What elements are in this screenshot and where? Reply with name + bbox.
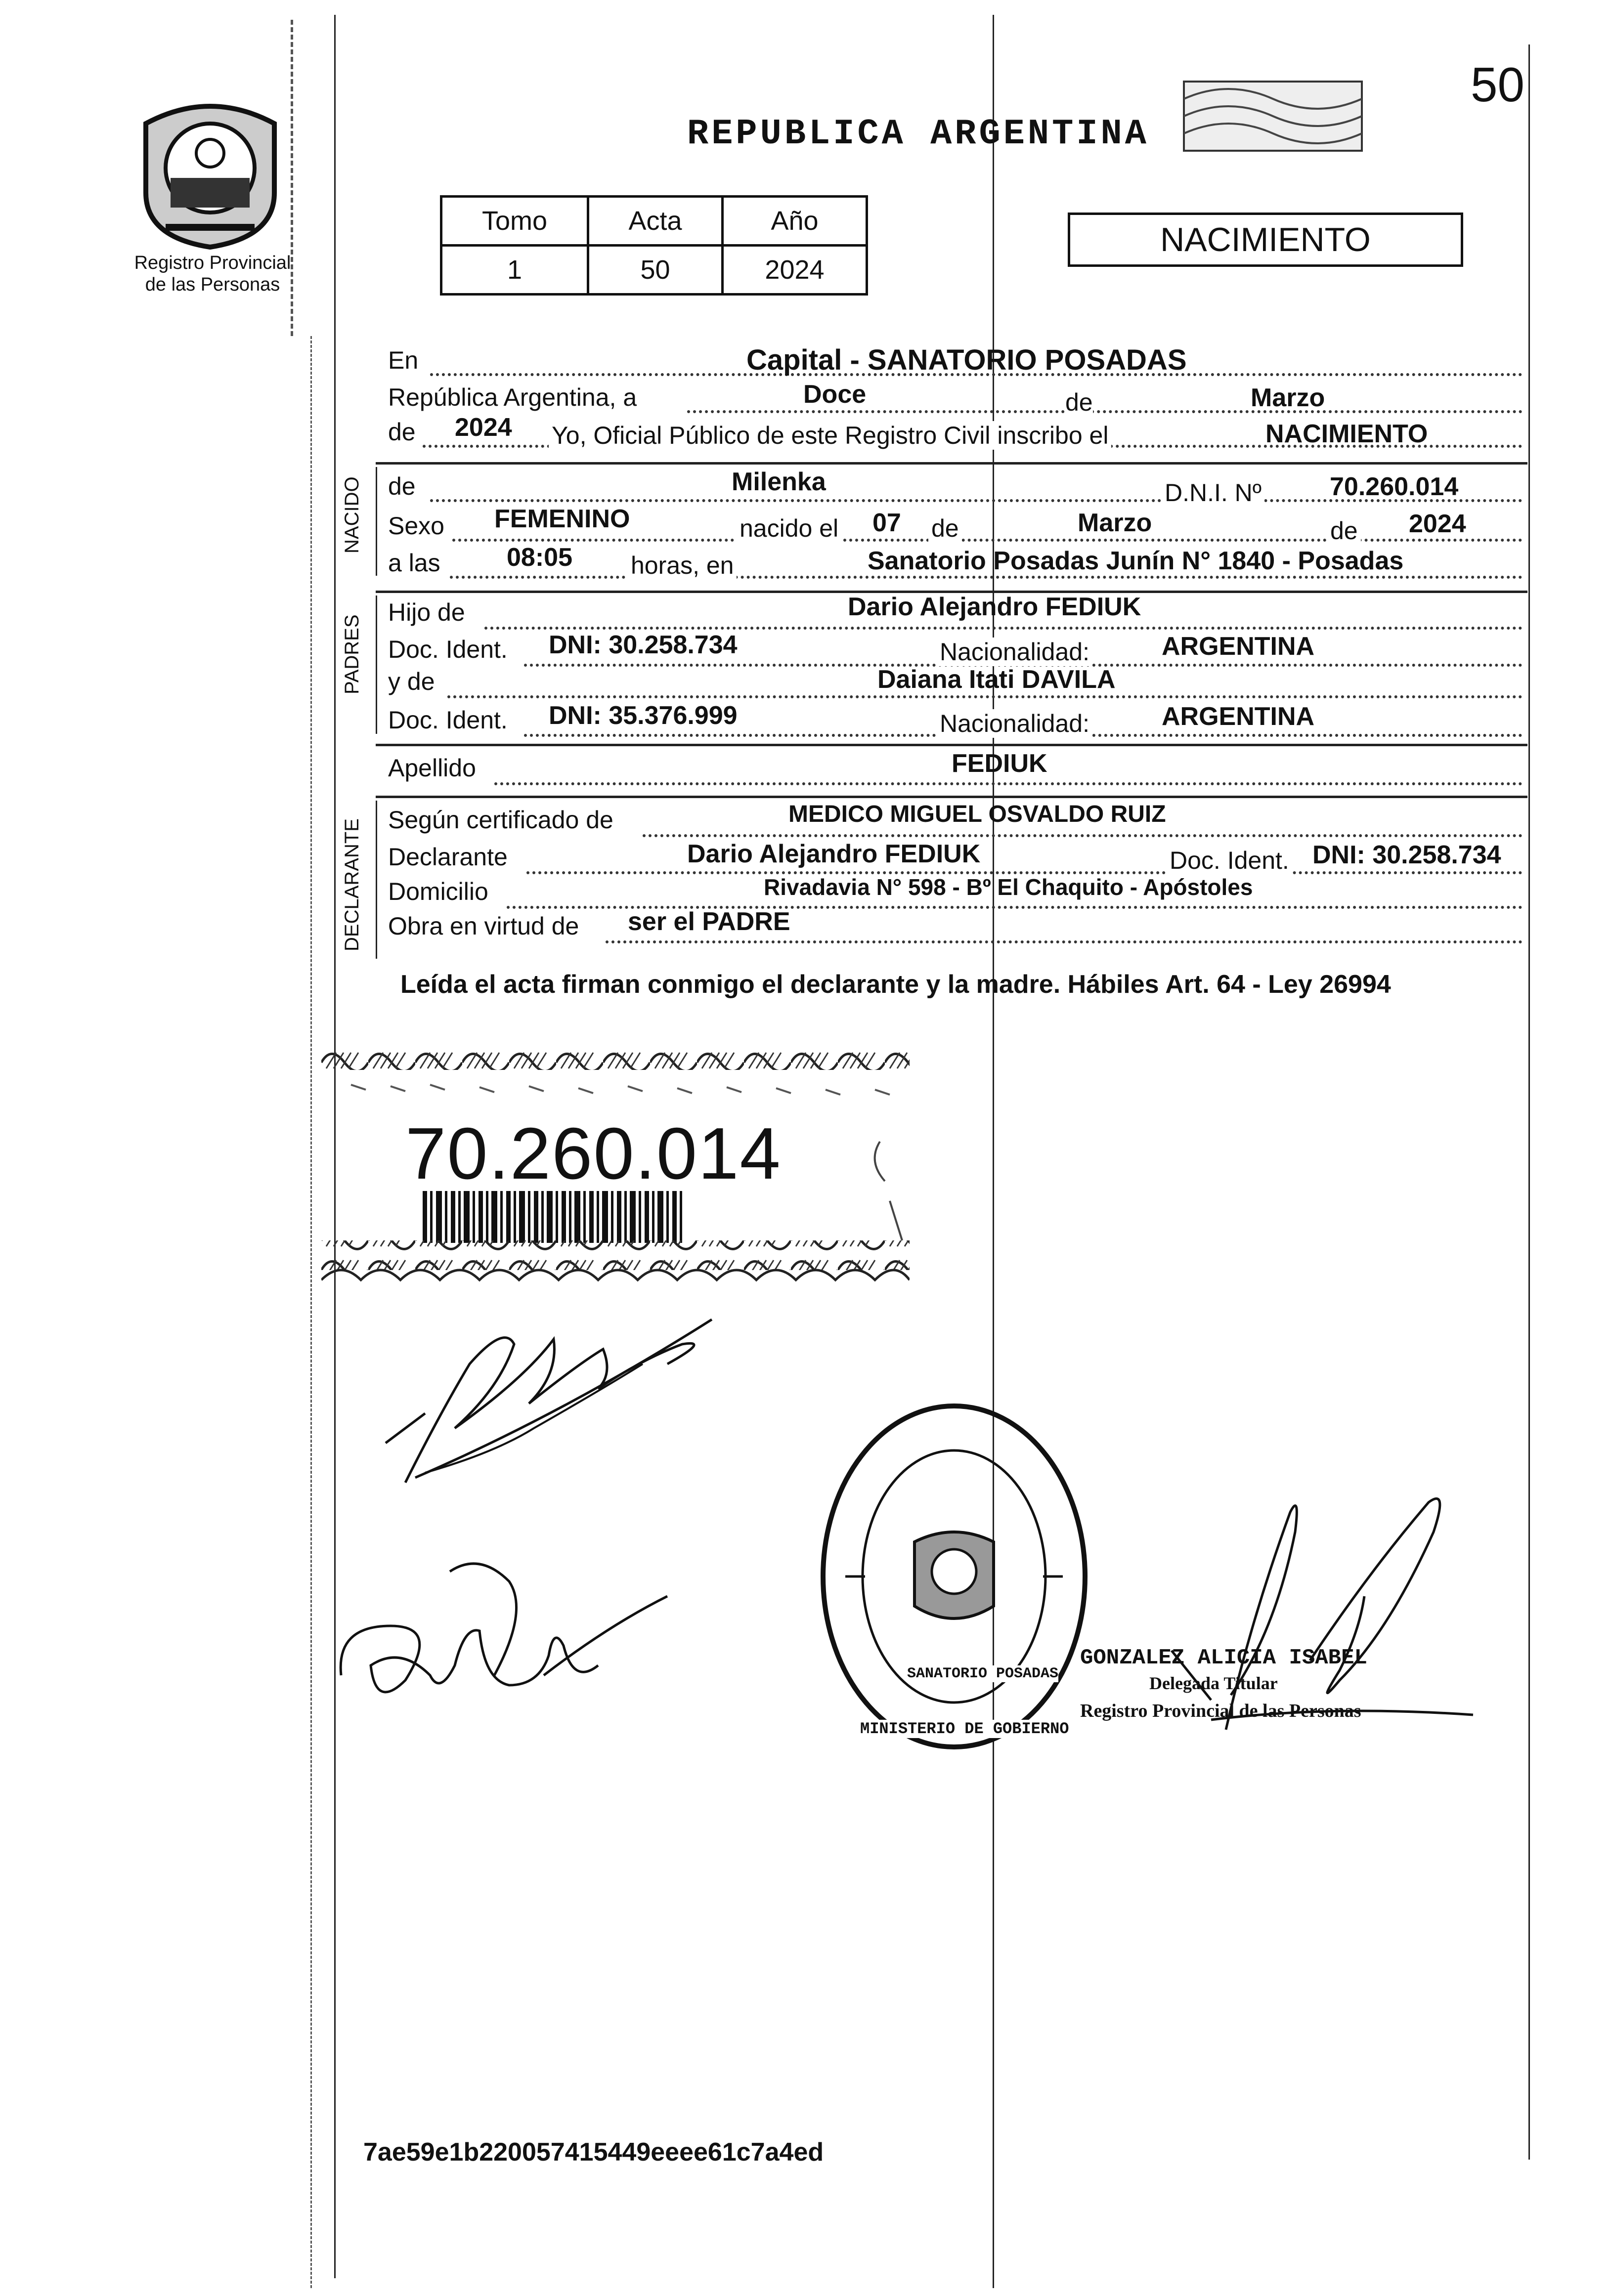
document-title: REPUBLICA ARGENTINA bbox=[687, 114, 1149, 154]
section-rule bbox=[376, 796, 1527, 798]
field-surname: FEDIUK bbox=[952, 749, 1047, 778]
field-declarant: Dario Alejandro FEDIUK bbox=[687, 840, 981, 868]
section-bar bbox=[376, 595, 377, 734]
label-birth-de1: de bbox=[928, 514, 962, 543]
label-mother-nat: Nacionalidad: bbox=[937, 709, 1092, 738]
field-father: Dario Alejandro FEDIUK bbox=[848, 593, 1141, 621]
field-name: Milenka bbox=[732, 468, 826, 496]
stamp-inner-text: SANATORIO POSADAS bbox=[907, 1665, 1059, 1682]
field-mother-nat: ARGENTINA bbox=[1162, 702, 1315, 731]
section-bar bbox=[376, 467, 377, 576]
dotted-line bbox=[447, 695, 1523, 698]
field-capacity: ser el PADRE bbox=[628, 907, 790, 936]
label-alas: a las bbox=[388, 549, 440, 577]
label-hijo: Hijo de bbox=[388, 598, 465, 626]
field-birth-day: 07 bbox=[872, 509, 901, 537]
section-rule bbox=[376, 462, 1527, 465]
dotted-line bbox=[452, 539, 1523, 542]
label-de-name: de bbox=[388, 472, 416, 500]
section-bar bbox=[376, 801, 377, 959]
label-yde: y de bbox=[388, 668, 435, 695]
left-dash-line bbox=[310, 336, 312, 2288]
label-horas: horas, en bbox=[628, 551, 737, 580]
field-father-nat: ARGENTINA bbox=[1162, 632, 1315, 661]
field-address: Rivadavia N° 598 - Bº El Chaquito - Apóstoles bbox=[764, 874, 1253, 900]
dotted-line bbox=[606, 940, 1523, 943]
field-inscription: NACIMIENTO bbox=[1265, 420, 1428, 448]
value-tomo: 1 bbox=[441, 246, 588, 295]
label-mother-doc: Doc. Ident. bbox=[388, 706, 508, 734]
logo-caption-line2: de las Personas bbox=[145, 274, 280, 295]
label-nacido-el: nacido el bbox=[737, 514, 841, 543]
label-declarante: Declarante bbox=[388, 843, 508, 871]
side-label-padres: PADRES bbox=[341, 614, 363, 694]
label-domicilio: Domicilio bbox=[388, 878, 488, 905]
signature-declarant bbox=[366, 1265, 811, 1502]
label-cert: Según certificado de bbox=[388, 806, 613, 834]
label-de-year: de bbox=[388, 418, 416, 446]
field-birth-month: Marzo bbox=[1078, 509, 1152, 537]
field-dni: 70.260.014 bbox=[1330, 472, 1459, 501]
value-acta: 50 bbox=[588, 246, 723, 295]
registry-stamp bbox=[816, 1399, 1092, 1754]
section-rule bbox=[376, 744, 1527, 746]
document-hash: 7ae59e1b220057415449eeee61c7a4ed bbox=[363, 2138, 824, 2167]
logo-caption-line1: Registro Provincial bbox=[134, 253, 291, 273]
closing-statement: Leída el acta firman conmigo el declarante y la madre. Hábiles Art. 64 - Ley 26994 bbox=[400, 970, 1391, 999]
field-birth-year: 2024 bbox=[1409, 510, 1466, 538]
field-mother: Daiana Itati DAVILA bbox=[877, 665, 1116, 694]
side-label-declarante: DECLARANTE bbox=[341, 818, 363, 951]
page-number: 50 bbox=[1471, 57, 1525, 112]
label-de-month: de bbox=[1065, 388, 1093, 416]
field-mother-doc: DNI: 35.376.999 bbox=[549, 701, 738, 730]
label-father-nat: Nacionalidad: bbox=[937, 638, 1092, 666]
label-decl-doc: Doc. Ident. bbox=[1167, 846, 1292, 875]
provincia-misiones-seal bbox=[126, 94, 294, 252]
dotted-line bbox=[643, 834, 1523, 837]
dotted-line bbox=[687, 410, 1523, 413]
signer-name: GONZALEZ ALICIA ISABEL bbox=[1080, 1646, 1367, 1670]
field-time: 08:05 bbox=[507, 543, 572, 572]
label-sexo: Sexo bbox=[388, 512, 444, 540]
header-acta: Acta bbox=[588, 197, 723, 246]
label-dni: D.N.I. Nº bbox=[1162, 478, 1264, 507]
field-month: Marzo bbox=[1251, 383, 1325, 412]
security-pattern-icon bbox=[1181, 79, 1364, 153]
dotted-line bbox=[450, 576, 1523, 579]
dotted-line bbox=[494, 782, 1523, 785]
record-table bbox=[440, 195, 868, 296]
label-yo: Yo, Oficial Público de este Registro Civil inscribo el bbox=[549, 421, 1111, 450]
field-certificate: MEDICO MIGUEL OSVALDO RUIZ bbox=[788, 801, 1166, 827]
field-declarant-doc: DNI: 30.258.734 bbox=[1312, 841, 1501, 869]
signer-org: Registro Provincial de las Personas bbox=[1080, 1701, 1361, 1721]
label-obra: Obra en virtud de bbox=[388, 912, 579, 940]
label-republica: República Argentina, a bbox=[388, 383, 637, 411]
header-tomo: Tomo bbox=[441, 197, 588, 246]
field-day: Doce bbox=[803, 380, 867, 409]
signer-role: Delegada Titular bbox=[1149, 1673, 1278, 1693]
act-type-box: NACIMIENTO bbox=[1068, 213, 1463, 267]
field-sex: FEMENINO bbox=[494, 505, 630, 533]
side-label-nacido: NACIDO bbox=[341, 476, 363, 553]
field-father-doc: DNI: 30.258.734 bbox=[549, 631, 738, 659]
label-father-doc: Doc. Ident. bbox=[388, 636, 508, 663]
label-apellido: Apellido bbox=[388, 754, 476, 782]
value-anio: 2024 bbox=[723, 246, 867, 295]
signature-mother bbox=[331, 1552, 677, 1730]
dotted-line bbox=[484, 627, 1523, 630]
field-place: Capital - SANATORIO POSADAS bbox=[746, 344, 1187, 376]
barcode-number: 70.260.014 bbox=[405, 1113, 782, 1194]
logo-caption bbox=[114, 252, 311, 296]
field-birth-place: Sanatorio Posadas Junín N° 1840 - Posadas bbox=[868, 547, 1404, 575]
label-birth-de2: de bbox=[1327, 516, 1361, 545]
label-en: En bbox=[388, 346, 419, 374]
right-border-line bbox=[1528, 44, 1530, 2160]
stamp-bottom-text: MINISTERIO DE GOBIERNO bbox=[860, 1720, 1069, 1738]
barcode-icon bbox=[423, 1191, 682, 1243]
field-year: 2024 bbox=[455, 413, 512, 442]
header-anio: Año bbox=[723, 197, 867, 246]
